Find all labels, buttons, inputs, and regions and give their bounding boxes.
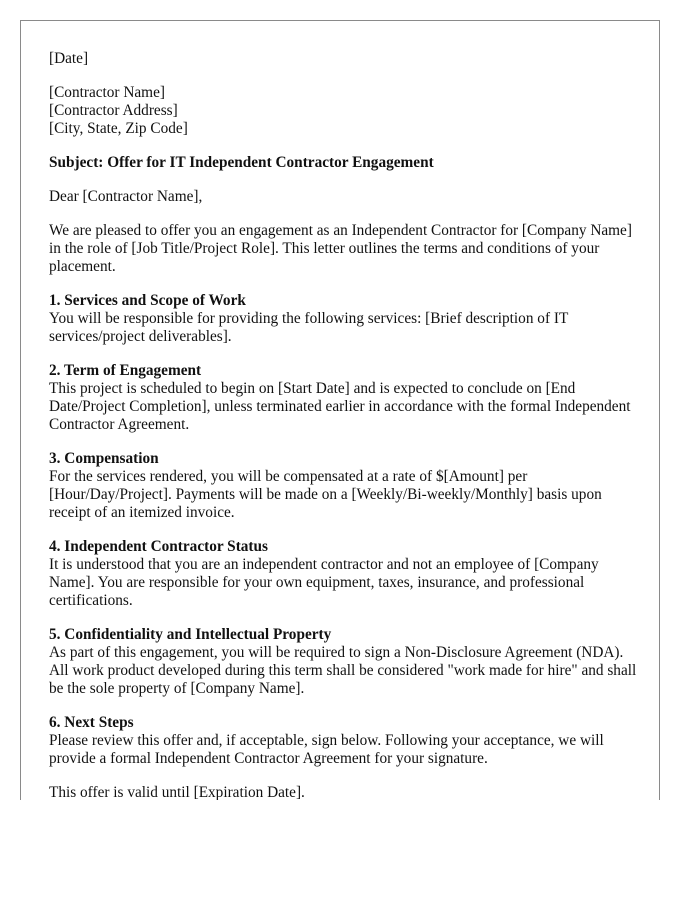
closing-note-block [49, 784, 639, 800]
letter-date-block [49, 50, 639, 68]
letter-page [20, 20, 660, 800]
section-title: 4. Independent Contractor Status [49, 538, 268, 555]
recipient-city: [City, State, Zip Code] [49, 120, 188, 137]
letter-date: [Date] [49, 50, 89, 67]
greeting-block [49, 188, 639, 206]
section-title: 3. Compensation [49, 450, 159, 467]
section-body: For the services rendered, you will be compensated at a rate of $[Amount] per [Hour/Day/Project]. Payments will be made on a [Weekly/Bi-weekly/Monthly] basis upon receipt of an itemized invoice. [49, 468, 602, 521]
section-body: Please review this offer and, if acceptable, sign below. Following your acceptance, we will provide a formal Independent Contractor Agreement for your signature. [49, 732, 604, 767]
section-title: 6. Next Steps [49, 714, 134, 731]
letter-subject: Subject: Offer for IT Independent Contractor Engagement [49, 154, 434, 171]
letter-greeting: Dear [Contractor Name], [49, 188, 203, 205]
intro-paragraph: We are pleased to offer you an engagement as an Independent Contractor for [Company Name] in the role of [Job Title/Project Role]. This letter outlines the terms and conditions of your placement. [49, 222, 632, 275]
section-3 [49, 450, 639, 522]
recipient-name: [Contractor Name] [49, 84, 165, 101]
section-body: It is understood that you are an independent contractor and not an employee of [Company Name]. You are responsible for your own equipment, taxes, insurance, and professional certifications. [49, 556, 599, 609]
section-6 [49, 714, 639, 768]
section-body: You will be responsible for providing the following services: [Brief description of IT services/project deliverables]. [49, 310, 569, 345]
section-title: 5. Confidentiality and Intellectual Property [49, 626, 332, 643]
section-title: 1. Services and Scope of Work [49, 292, 246, 309]
section-1 [49, 292, 639, 346]
section-5 [49, 626, 639, 698]
section-body: This project is scheduled to begin on [Start Date] and is expected to conclude on [End Date/Project Completion], unless terminated earlier in accordance with the formal Independent Contractor Agreement. [49, 380, 631, 433]
section-2 [49, 362, 639, 434]
section-title: 2. Term of Engagement [49, 362, 202, 379]
section-4 [49, 538, 639, 610]
section-body: As part of this engagement, you will be required to sign a Non-Disclosure Agreement (NDA). All work product developed during this term shall be considered "work made for hire" and shall be the sole property of [Company Name]. [49, 644, 637, 697]
recipient-address [49, 84, 639, 138]
recipient-street: [Contractor Address] [49, 102, 178, 119]
subject-block [49, 154, 639, 172]
closing-note: This offer is valid until [Expiration Date]. [49, 784, 305, 800]
intro-paragraph-block [49, 222, 639, 276]
